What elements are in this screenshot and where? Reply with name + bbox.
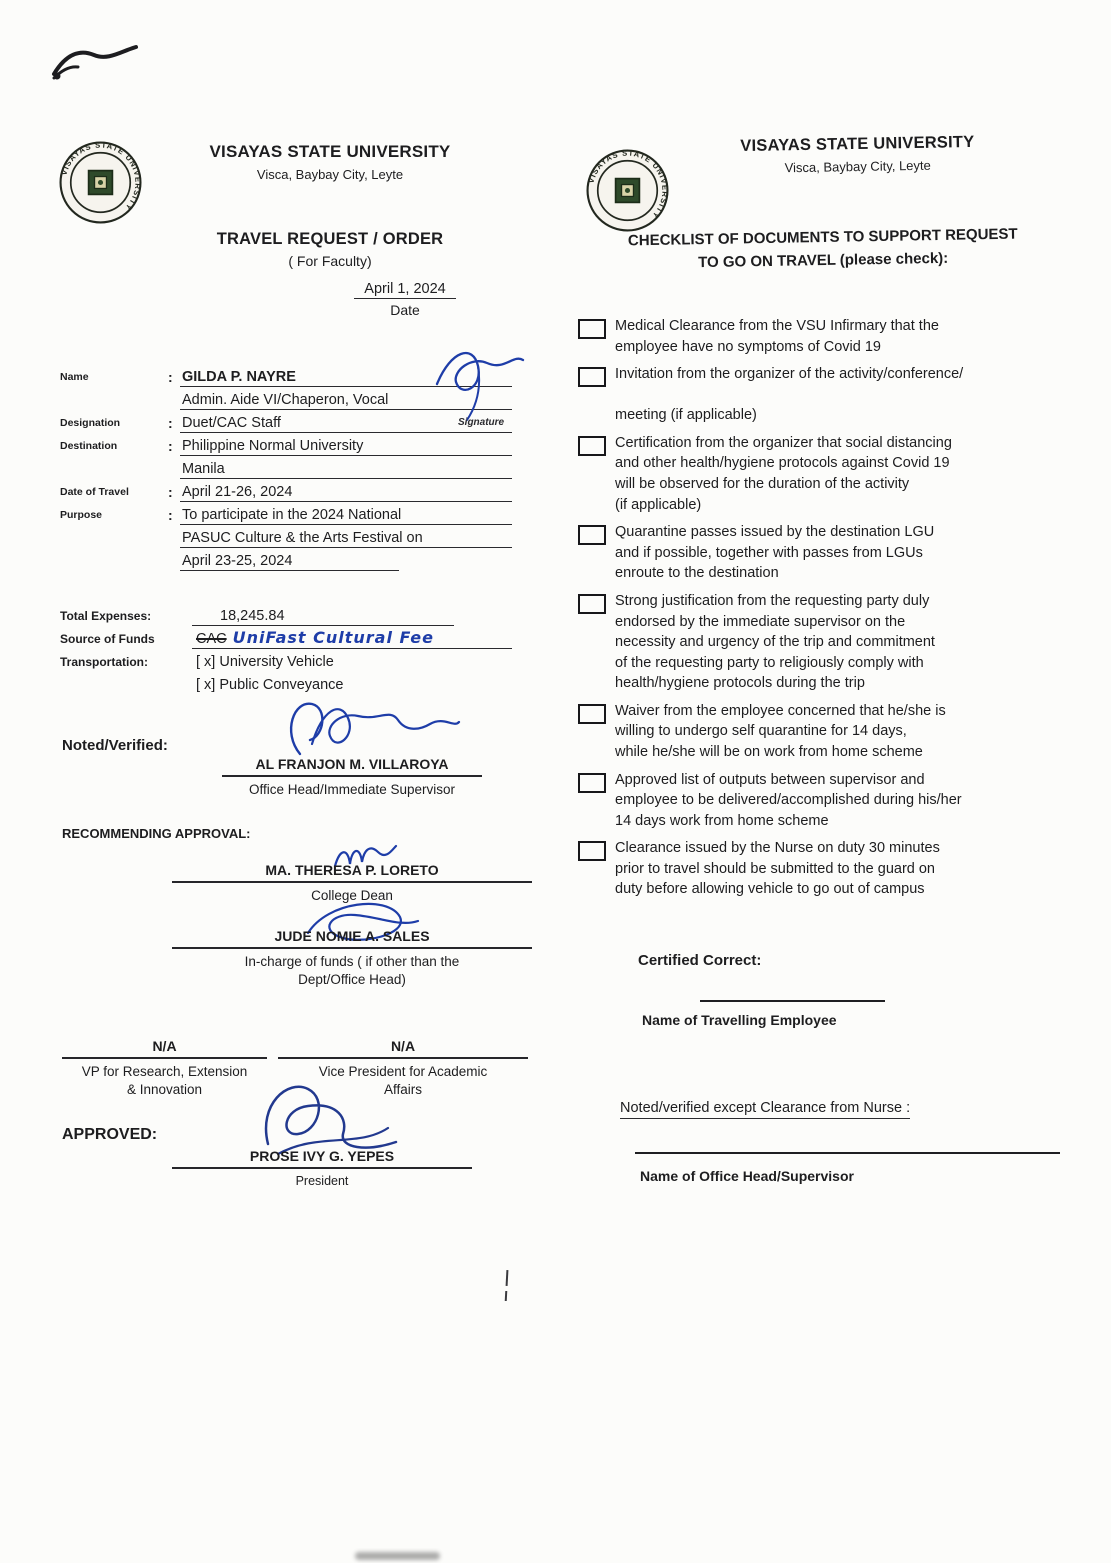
checkbox[interactable] [578,773,606,793]
field-label-spacer [60,406,168,410]
purpose-line3: April 23-25, 2024 [180,553,399,571]
checklist-item [578,701,1083,763]
supervisor-name: AL FRANJON M. VILLAROYA [222,756,482,777]
vp-academic-title-line2: Affairs [383,1082,422,1098]
total-expenses-row [60,603,512,626]
transportation-label: Transportation: [60,655,149,669]
funds-officer-block [172,928,532,989]
field-label-spacer [60,544,168,548]
expenses-block [60,603,512,695]
vp-research-value: N/A [62,1038,267,1059]
dean-name: MA. THERESA P. LORETO [172,862,532,883]
field-label-spacer [60,475,168,479]
travelling-employee-signature-line [700,1000,885,1002]
field-row-name [60,364,512,387]
right-letterhead [685,132,1031,177]
checkbox[interactable] [578,367,606,387]
checklist-item-text: Waiver from the employee concerned that he/she is willing to undergo self quarantine for 14 days, while he/she will be on work from home scheme [615,702,946,760]
travel-date-value: April 21-26, 2024 [180,484,512,502]
colon-spacer [168,546,180,548]
supervisor-block [222,756,482,799]
scan-artifact-tick [505,1291,508,1301]
left-letterhead [150,142,510,182]
funds-officer-title [172,953,532,989]
field-label-spacer [60,692,192,695]
field-label-spacer [60,567,168,571]
transport-option-university-vehicle: [ x] University Vehicle [196,654,334,670]
form-title: TRAVEL REQUEST / ORDER [216,230,444,248]
approved-label: APPROVED: [62,1126,158,1143]
checklist-item [578,433,1083,515]
funds-officer-title-line2: Dept/Office Head) [298,972,406,988]
colon-spacer [168,569,180,571]
checklist-title [578,222,1069,277]
checklist-title-line1: CHECKLIST OF DOCUMENTS TO SUPPORT REQUEST [627,225,1018,250]
vp-academic-title-line1: Vice President for Academic [318,1064,488,1079]
designation-label: Designation [60,417,121,429]
purpose-line1: To participate in the 2024 National [180,507,512,525]
source-of-funds-row [60,626,512,649]
funds-officer-name: JUDE NOMIE A. SALES [172,928,532,949]
certified-correct-label: Certified Correct: [638,952,762,969]
university-address: Visca, Baybay City, Leyte [784,157,931,176]
noted-except-nurse [620,1100,910,1119]
form-subtitle: ( For Faculty) [288,253,372,269]
checklist-item [578,522,1083,584]
date-value: April 1, 2024 [354,281,455,299]
checklist [578,316,1083,907]
form-fields [60,364,512,571]
checkbox[interactable] [578,594,606,614]
colon: : [168,484,173,500]
travel-date-label: Date of Travel [60,486,129,498]
scan-artifact-tick [506,1270,509,1286]
colon: : [168,415,173,431]
field-row-purpose-2 [60,525,512,548]
noted-except-nurse-text: Noted/verified except Clearance from Nurse : [620,1100,910,1119]
checklist-item [578,591,1083,694]
checklist-item-text: Certification from the organizer that social distancing and other health/hygiene protocols against Covid 19 will be observed for the duration of the activity (if applicable) [615,434,952,513]
checkbox[interactable] [578,841,606,861]
checklist-item-text: Approved list of outputs between supervisor and employee to be delivered/accomplished during his/her 14 days work from home scheme [615,771,962,829]
source-of-funds-struck: CAC [196,631,227,647]
checklist-item-text: Clearance issued by the Nurse on duty 30 minutes prior to travel should be submitted to the guard on duty before allowing vehicle to go out of campus [615,840,940,898]
name-label: Name [60,371,89,383]
purpose-label: Purpose [60,509,103,521]
source-of-funds-handwritten: UniFast Cultural Fee [232,628,434,647]
transportation-row-1 [60,649,512,672]
purpose-line2: PASUC Culture & the Arts Festival on [180,530,512,548]
dean-block [172,862,532,905]
pen-scribble-artifact [48,34,143,82]
name-value: GILDA P. NAYRE [180,369,512,387]
office-head-label: Name of Office Head/Supervisor [640,1168,854,1184]
vp-research-block [62,1038,267,1099]
transportation-row-2 [60,672,512,695]
colon: : [168,438,173,454]
destination-label: Destination [60,440,118,452]
checkbox[interactable] [578,436,606,456]
total-expenses-value: 18,245.84 [192,608,454,626]
checklist-item [578,838,1083,900]
supervisor-title: Office Head/Immediate Supervisor [248,782,456,797]
destination-value-line2: Manila [180,461,512,479]
office-head-signature-line [635,1152,1060,1154]
date-label: Date [390,302,420,318]
university-address: Visca, Baybay City, Leyte [256,167,404,182]
checklist-title-line2: TO GO ON TRAVEL (please check): [698,250,949,272]
field-row-destination-1 [60,433,512,456]
funds-officer-title-line1: In-charge of funds ( if other than the [244,954,460,969]
president-name: PROSE IVY G. YEPES [172,1148,472,1169]
date-block [330,280,480,318]
vsu-seal-logo-left [58,140,143,225]
signature-label: Signature [458,417,505,428]
checkbox[interactable] [578,704,606,724]
vp-academic-block [278,1038,528,1099]
source-of-funds-label: Source of Funds [60,632,155,646]
vsu-seal-logo-right [585,148,670,233]
colon-spacer [168,408,180,410]
vp-research-title-line2: & Innovation [126,1082,203,1098]
colon: : [168,369,173,385]
university-name: VISAYAS STATE UNIVERSITY [740,132,975,156]
president-title: President [295,1174,349,1188]
vp-academic-value: N/A [278,1038,528,1059]
checklist-item-text: Medical Clearance from the VSU Infirmary that the employee have no symptoms of Covid 19 [615,318,939,355]
scan-artifact-smudge [355,1552,440,1560]
checkbox[interactable] [578,319,606,339]
noted-verified-label: Noted/Verified: [62,737,168,754]
checklist-item-text: Strong justification from the requesting party duly endorsed by the immediate supervisor on the necessity and urgency of the trip and commitment of the requesting party to religiously comply with health/hygiene protocols during the trip [615,592,935,692]
vp-research-title-line1: VP for Research, Extension [81,1064,248,1079]
total-expenses-label: Total Expenses: [60,609,152,623]
supervisor-signature [278,688,463,766]
field-row-designation-1 [60,387,512,410]
university-name: VISAYAS STATE UNIVERSITY [209,142,451,161]
field-row-purpose-3 [60,548,512,571]
field-row-travel-date [60,479,512,502]
colon: : [168,507,173,523]
transport-option-public-conveyance: [ x] Public Conveyance [196,677,344,693]
vp-research-title [62,1063,267,1099]
checklist-item [578,364,1083,426]
checklist-item-text: Invitation from the organizer of the activity/conference/ meeting (if applicable) [615,366,964,424]
source-of-funds-value [192,628,512,649]
form-title-block [150,230,510,269]
colon-spacer [168,477,180,479]
checklist-item-text: Quarantine passes issued by the destination LGU and if possible, together with passes from LGUs enroute to the destination [615,524,935,582]
travelling-employee-label: Name of Travelling Employee [642,1012,837,1028]
designation-value-line1: Admin. Aide VI/Chaperon, Vocal [180,392,512,410]
checkbox[interactable] [578,525,606,545]
designation-value-line2: Duet/CAC Staff [180,415,512,433]
field-row-destination-2 [60,456,512,479]
checklist-item [578,770,1083,832]
field-row-designation-2 [60,410,512,433]
destination-value-line1: Philippine Normal University [180,438,512,456]
president-block [172,1148,472,1190]
recommending-approval-label: RECOMMENDING APPROVAL: [62,826,251,841]
field-row-purpose-1 [60,502,512,525]
vp-academic-title [278,1063,528,1099]
checklist-item [578,316,1083,357]
dean-title: College Dean [311,888,393,903]
